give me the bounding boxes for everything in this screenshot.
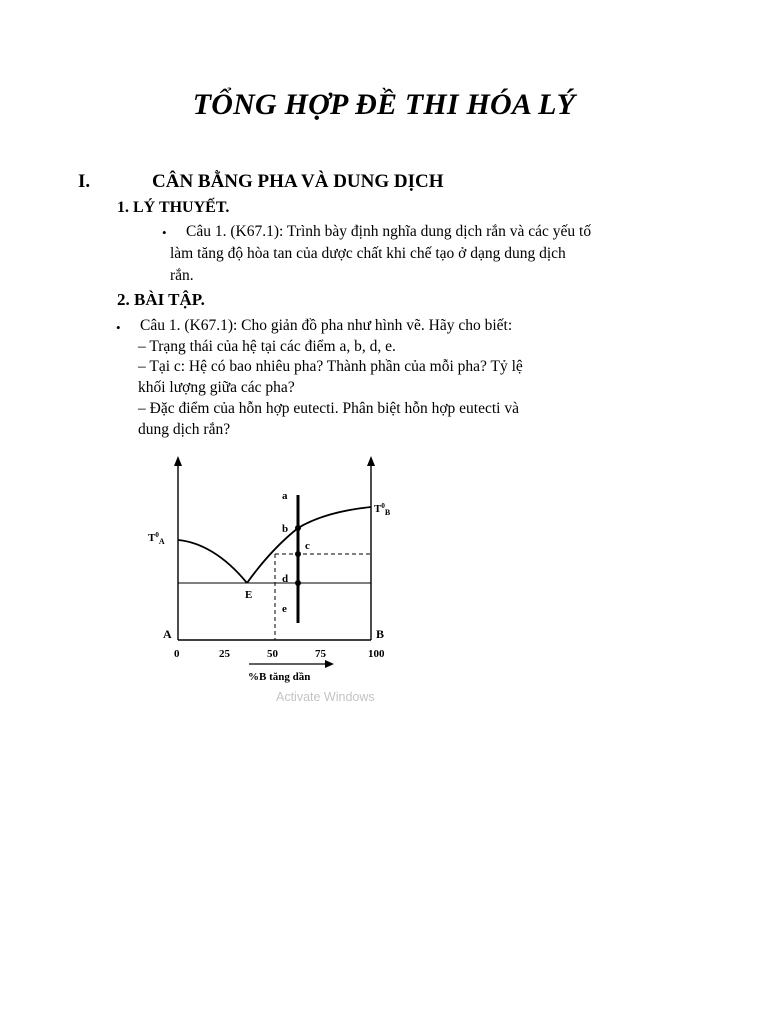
point-a-label: a: [282, 490, 288, 502]
tick-50: 50: [267, 648, 278, 660]
exercise-line-2: – Trạng thái của hệ tại các điểm a, b, d, e.: [138, 338, 396, 355]
ta-label: $T^0_A$: [148, 531, 165, 546]
exercise-line-5: – Đặc điểm của hỗn hợp eutecti. Phân biệt hỗn hợp eutecti và: [138, 400, 519, 417]
section-number: I.: [78, 171, 91, 192]
theory-line-1: Câu 1. (K67.1): Trình bày định nghĩa dung dịch rắn và các yếu tố: [186, 223, 592, 240]
theory-line-3: rắn.: [170, 267, 194, 284]
point-d-dot: [295, 580, 301, 586]
direction-arrowhead: [325, 660, 334, 668]
point-d-label: d: [282, 573, 289, 585]
liquidus-curve-a: [178, 540, 247, 583]
theory-line-2: làm tăng độ hòa tan của dược chất khi chế tạo ở dạng dung dịch: [170, 245, 566, 262]
point-e-label: e: [282, 603, 287, 615]
left-axis-arrow: [174, 456, 182, 466]
axis-caption: %B tăng dần: [248, 671, 311, 683]
component-b-label: B: [376, 627, 385, 641]
activate-windows-watermark: Activate Windows: [276, 690, 375, 704]
theory-heading: 1. LÝ THUYẾT.: [117, 199, 230, 216]
tick-25: 25: [219, 648, 230, 660]
point-c-dot: [295, 551, 301, 557]
eutectic-point-label: E: [245, 589, 253, 601]
exercises-bullet: •: [116, 320, 121, 335]
theory-bullet: •: [162, 225, 167, 240]
tick-100: 100: [368, 648, 385, 660]
exercise-line-1: Câu 1. (K67.1): Cho giản đồ pha như hình vẽ. Hãy cho biết:: [140, 317, 513, 334]
right-axis-arrow: [367, 456, 375, 466]
page-title: TỔNG HỢP ĐỀ THI HÓA LÝ: [192, 88, 576, 121]
tick-0: 0: [174, 648, 180, 660]
exercise-line-6: dung dịch rắn?: [138, 421, 231, 438]
component-a-label: A: [163, 627, 172, 641]
section-title: CÂN BẰNG PHA VÀ DUNG DỊCH: [152, 171, 444, 192]
tb-label: $T^0_B$: [374, 502, 391, 517]
point-b-dot: [295, 525, 301, 531]
tick-75: 75: [315, 648, 326, 660]
exercise-line-3: – Tại c: Hệ có bao nhiêu pha? Thành phần của mỗi pha? Tỷ lệ: [138, 358, 523, 375]
exercise-line-4: khối lượng giữa các pha?: [138, 379, 295, 396]
point-c-label: c: [305, 540, 310, 552]
exercises-heading: 2. BÀI TẬP.: [117, 290, 205, 309]
point-b-label: b: [282, 523, 289, 535]
